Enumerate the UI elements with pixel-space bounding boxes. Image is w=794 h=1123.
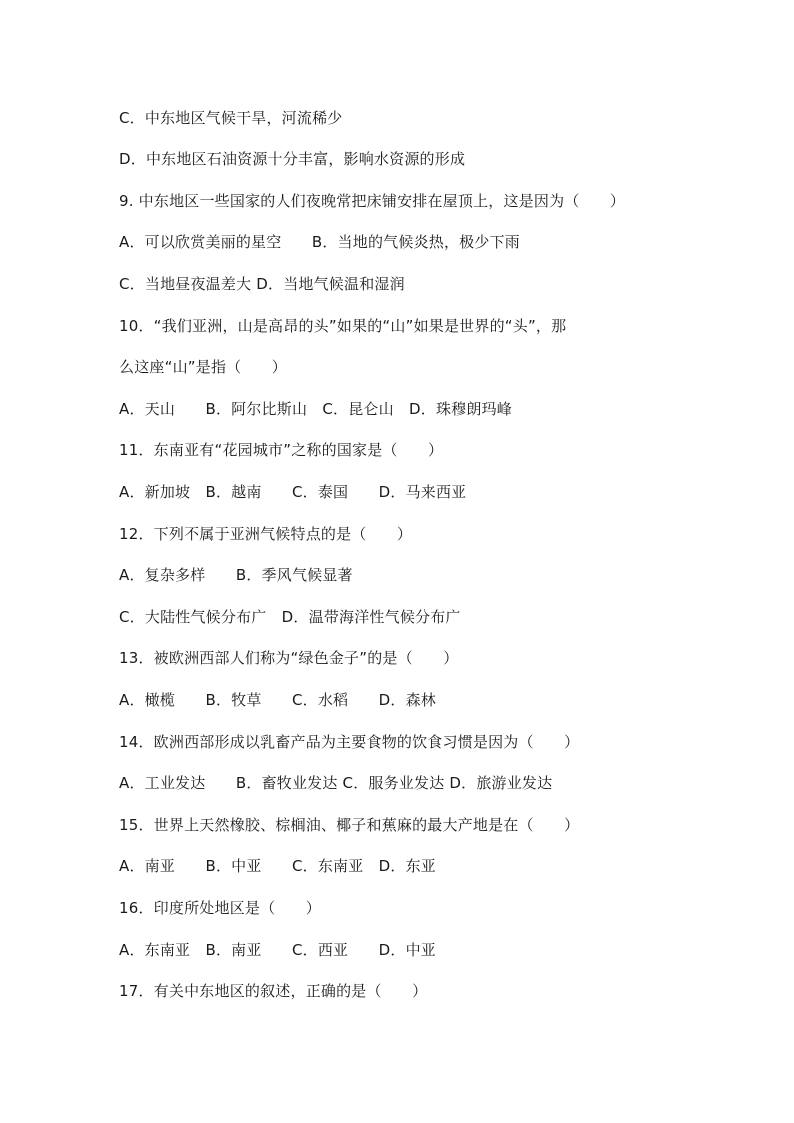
question-10-line-2: 么这座“山”是指（ ） bbox=[119, 358, 287, 376]
question-15: 15．世界上天然橡胶、棕榈油、椰子和蕉麻的最大产地是在（ ） bbox=[119, 816, 580, 834]
question-11: 11．东南亚有“花园城市”之称的国家是（ ） bbox=[119, 441, 444, 459]
options-10: A．天山 B．阿尔比斯山 C．昆仑山 D．珠穆朗玛峰 bbox=[119, 400, 512, 418]
options-11: A．新加坡 B．越南 C．泰国 D．马来西亚 bbox=[119, 483, 467, 501]
question-13: 13．被欧洲西部人们称为“绿色金子”的是（ ） bbox=[119, 649, 459, 667]
question-17: 17．有关中东地区的叙述，正确的是（ ） bbox=[119, 982, 428, 1000]
question-10-line-1: 10．“我们亚洲，山是高昂的头”如果的“山”如果是世界的“头”，那 bbox=[119, 317, 567, 335]
options-14: A．工业发达 B．畜牧业发达 C．服务业发达 D．旅游业发达 bbox=[119, 774, 553, 792]
options-13: A．橄榄 B．牧草 C．水稻 D．森林 bbox=[119, 691, 436, 709]
options-15: A．南亚 B．中亚 C．东南亚 D．东亚 bbox=[119, 857, 436, 875]
options-16: A．东南亚 B．南亚 C．西亚 D．中亚 bbox=[119, 941, 436, 959]
options-12-cd: C．大陆性气候分布广 D．温带海洋性气候分布广 bbox=[119, 608, 461, 626]
options-9-cd: C．当地昼夜温差大 D．当地气候温和湿润 bbox=[119, 275, 405, 293]
options-9-ab: A．可以欣赏美丽的星空 B．当地的气候炎热，极少下雨 bbox=[119, 233, 520, 251]
question-14: 14．欧洲西部形成以乳畜产品为主要食物的饮食习惯是因为（ ） bbox=[119, 733, 580, 751]
question-12: 12．下列不属于亚洲气候特点的是（ ） bbox=[119, 525, 413, 543]
question-16: 16．印度所处地区是（ ） bbox=[119, 899, 321, 917]
option-8c: C．中东地区气候干旱，河流稀少 bbox=[119, 109, 343, 127]
options-12-ab: A．复杂多样 B．季风气候显著 bbox=[119, 566, 353, 584]
question-9: 9. 中东地区一些国家的人们夜晚常把床铺安排在屋顶上，这是因为（ ） bbox=[119, 192, 626, 210]
option-8d: D．中东地区石油资源十分丰富，影响水资源的形成 bbox=[119, 150, 466, 168]
